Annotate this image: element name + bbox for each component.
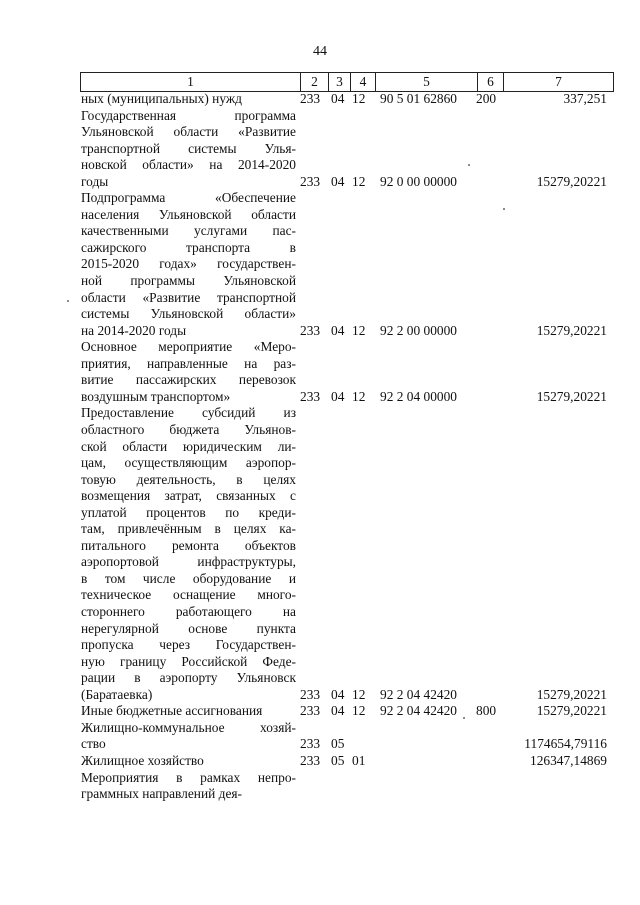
cell-col-6 — [476, 323, 500, 340]
row-name-line: Жилищное хозяйство — [81, 753, 204, 768]
row-name-line: населения Ульяновской области — [81, 206, 296, 222]
row-name-line: ных (муниципальных) нужд — [81, 91, 242, 106]
row-name-line: ную границу Российской Феде- — [81, 653, 296, 669]
cell-col-7: 337,251 — [563, 91, 607, 106]
row-name-line: Предоставление субсидий из — [81, 405, 296, 421]
cell-col-4 — [352, 736, 372, 753]
cell-col-7: 15279,20221 — [536, 173, 607, 189]
cell-col-3: 04 — [331, 388, 345, 404]
row-name-line: рации в аэропорту Ульяновск — [81, 670, 296, 686]
cell-col-4 — [352, 786, 372, 803]
row-name — [81, 703, 296, 720]
row-name-line: областного бюджета Ульянов- — [81, 421, 296, 437]
row-name-line: Иные бюджетные ассигнования — [81, 703, 263, 719]
header-col-6: 6 — [477, 73, 503, 91]
cell-col-4: 12 — [352, 703, 366, 719]
cell-col-2: 233 — [300, 703, 321, 719]
scan-speck — [463, 717, 465, 719]
cell-col-5: 92 2 04 42420 — [380, 703, 457, 719]
row-name-line: Государственная программа — [81, 107, 296, 123]
page-number: 44 — [313, 44, 327, 59]
cell-col-6 — [476, 736, 500, 753]
cell-col-3: 04 — [331, 322, 345, 338]
scan-speck — [503, 208, 505, 210]
cell-col-5: 92 0 00 00000 — [380, 173, 457, 189]
cell-col-3: 04 — [331, 703, 345, 719]
row-name-line: ной программы Ульяновской — [81, 273, 296, 289]
row-name-line: ство — [81, 736, 106, 752]
cell-col-3: 05 — [331, 753, 345, 768]
row-name-line: нерегулярной основе пункта — [81, 620, 296, 636]
cell-col-4: 01 — [352, 753, 366, 768]
cell-col-5 — [380, 736, 474, 753]
cell-col-2: 233 — [300, 686, 321, 702]
cell-col-4: 12 — [352, 173, 366, 189]
row-name — [81, 720, 296, 753]
row-name-line: Жилищно-коммунальное хозяй- — [81, 719, 296, 735]
row-name-line: 2015-2020 годах» государствен- — [81, 256, 296, 272]
row-name-line: сажирского транспорта в — [81, 239, 296, 255]
row-name — [81, 770, 296, 803]
cell-col-3: 04 — [331, 173, 345, 189]
cell-col-5 — [380, 753, 474, 770]
row-name — [81, 405, 296, 703]
row-name-line: питального ремонта объектов — [81, 537, 296, 553]
row-name-line: Основное мероприятие «Меро- — [81, 339, 296, 355]
cell-col-7 — [500, 786, 607, 803]
cell-col-3 — [331, 786, 351, 803]
cell-col-5: 92 2 04 00000 — [380, 388, 457, 404]
cell-col-5 — [380, 786, 474, 803]
row-name — [81, 108, 296, 191]
row-name — [81, 190, 296, 339]
row-name-line: Мероприятия в рамках непро- — [81, 769, 296, 785]
cell-col-6 — [476, 687, 500, 704]
row-name — [81, 339, 296, 405]
row-name-line: витие пассажирских перевозок — [81, 372, 296, 388]
row-name-line: в том числе оборудование и — [81, 570, 296, 586]
cell-col-7: 15279,20221 — [536, 686, 607, 702]
cell-col-3: 05 — [331, 736, 345, 752]
row-name-line: Ульяновской области «Развитие — [81, 124, 296, 140]
row-name-line: новской области» на 2014-2020 — [81, 157, 296, 173]
table-header — [80, 72, 614, 92]
header-col-2: 2 — [300, 73, 328, 91]
cell-col-6: 800 — [476, 703, 497, 719]
row-name-line: граммных направлений дея- — [81, 786, 243, 802]
cell-col-2 — [300, 786, 328, 803]
row-name-line: на 2014-2020 годы — [81, 322, 187, 338]
row-name-line: воздушным транспортом» — [81, 388, 231, 404]
row-name-line: цам, осуществляющим аэропор- — [81, 455, 296, 471]
row-name-line: приятия, направленные на раз- — [81, 355, 296, 371]
scan-speck — [67, 300, 69, 302]
cell-col-7: 15279,20221 — [536, 322, 607, 338]
cell-col-4: 12 — [352, 686, 366, 702]
cell-col-2: 233 — [300, 173, 321, 189]
cell-col-3: 04 — [331, 686, 345, 702]
row-name — [81, 753, 296, 770]
row-name-line: (Баратаевка) — [81, 686, 153, 702]
row-name-line: качественными услугами пас- — [81, 223, 296, 239]
row-name-line: годы — [81, 173, 109, 189]
row-name-line: области «Развитие транспортной — [81, 289, 296, 305]
cell-col-4: 12 — [352, 388, 366, 404]
cell-col-7: 15279,20221 — [536, 703, 607, 719]
row-name-line: возмещения затрат, связанных с — [81, 488, 296, 504]
row-name-line: техническое оснащение много- — [81, 587, 296, 603]
scan-speck — [468, 164, 470, 166]
cell-col-2: 233 — [300, 388, 321, 404]
row-name-line: аэропортовой инфраструктуры, — [81, 554, 296, 570]
cell-col-5: 92 2 04 42420 — [380, 686, 457, 702]
cell-col-6: 200 — [476, 91, 497, 106]
cell-col-3: 04 — [331, 91, 345, 106]
cell-col-6 — [476, 174, 500, 191]
row-name-line: транспортной системы Улья- — [81, 140, 296, 156]
header-col-1: 1 — [187, 74, 194, 89]
row-name-line: стороннего работающего на — [81, 604, 296, 619]
cell-col-2: 233 — [300, 753, 321, 768]
header-col-4: 4 — [350, 73, 375, 91]
row-name-line: ской области юридическим ли- — [81, 438, 296, 454]
cell-col-2: 233 — [300, 322, 321, 338]
cell-col-5: 92 2 00 00000 — [380, 322, 457, 338]
cell-col-5: 90 5 01 62860 — [380, 91, 457, 106]
cell-col-4: 12 — [352, 91, 366, 106]
cell-col-6 — [476, 389, 500, 406]
row-name-line: уплатой процентов по креди- — [81, 504, 296, 520]
row-name-line: Подпрограмма «Обеспечение — [81, 190, 296, 206]
header-col-3: 3 — [328, 73, 350, 91]
cell-col-7: 1174654,79116 — [524, 736, 607, 752]
header-col-7: 7 — [503, 73, 613, 91]
cell-col-2: 233 — [300, 736, 321, 752]
cell-col-6 — [476, 753, 500, 770]
cell-col-7: 126347,14869 — [530, 753, 607, 768]
header-col-5: 5 — [375, 73, 477, 91]
row-name-line: пропуска через Государствен- — [81, 637, 296, 653]
cell-col-4: 12 — [352, 322, 366, 338]
cell-col-2: 233 — [300, 91, 321, 106]
cell-col-7: 15279,20221 — [536, 388, 607, 404]
row-name-line: системы Ульяновской области» — [81, 306, 296, 322]
row-name-line: там, привлечённым в целях ка- — [81, 521, 296, 537]
row-name — [81, 91, 296, 108]
cell-col-6 — [476, 786, 500, 803]
row-name-line: товую деятельность, в целях — [81, 471, 296, 487]
